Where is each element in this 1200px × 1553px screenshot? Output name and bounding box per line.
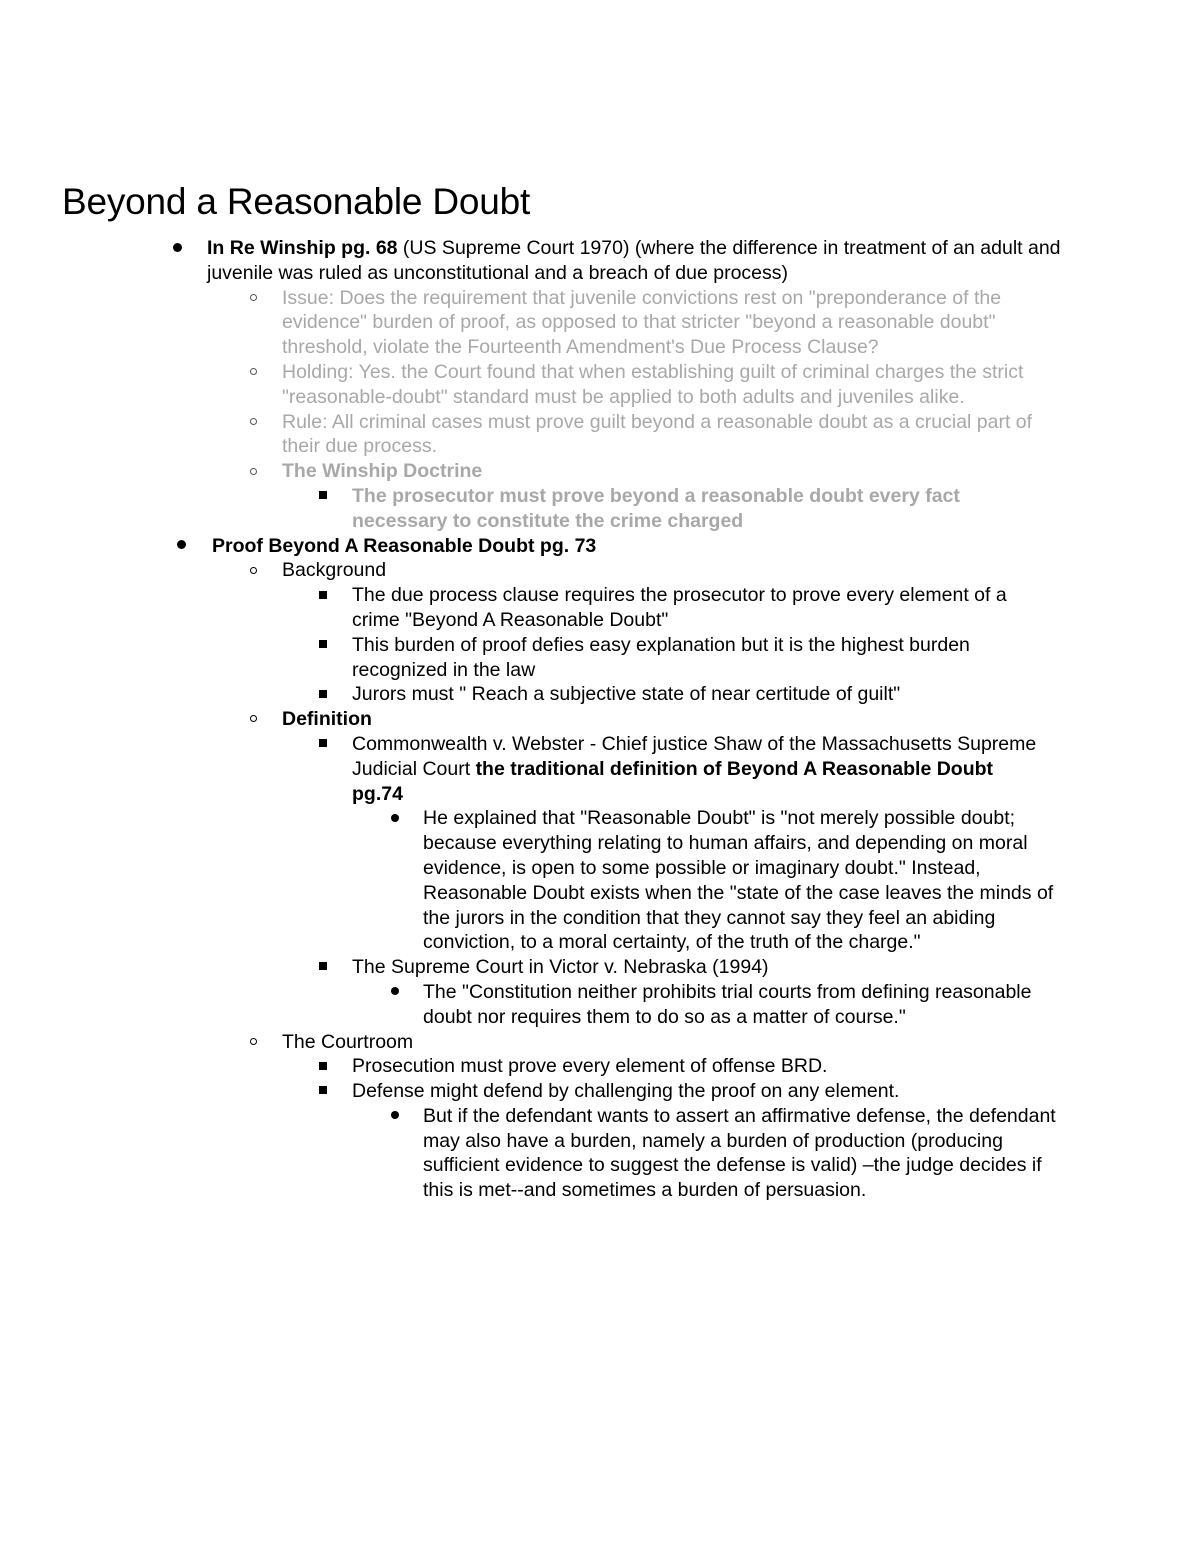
list-item-text: Jurors must " Reach a subjective state of near certitude of guilt" (352, 683, 901, 706)
square-bullet-icon (316, 583, 330, 608)
list-item-winship (0, 236, 1067, 286)
affirmative-defense-text: But if the defendant wants to assert an affirmative defense, the defendant may also have a burden, namely a burden of production (producing sufficient evidence to suggest the defense is valid) –the judge decides if this is met--and sometimes a burden of persuasion. (423, 1104, 1056, 1202)
list-item-text: This burden of proof defies easy explanation but it is the highest burden recognized in the law (352, 633, 970, 681)
filled-bullet-icon (388, 980, 402, 1005)
hollow-bullet-icon (246, 286, 260, 311)
page-title: Beyond a Reasonable Doubt (62, 181, 531, 222)
list-item-doctrine-text (0, 484, 1042, 534)
victor-quote-text: The "Constitution neither prohibits trial courts from defining reasonable doubt nor requires them to do so as a matter of course." (423, 980, 1032, 1028)
list-item-affirmative-defense (0, 1104, 1063, 1203)
list-item-victor-quote (0, 980, 1063, 1030)
case-description: (US Supreme Court 1970) (where the difference in treatment of an adult and juvenile was ruled as unconstitutional and a breach of due process) (207, 237, 1061, 284)
list-item-webster-quote (0, 806, 1063, 955)
rule-text: Rule: All criminal cases must prove guilt beyond a reasonable doubt as a crucial part of their due process. (282, 410, 1033, 458)
webster-quote-text: He explained that "Reasonable Doubt" is "not merely possible doubt; because everything relating to human affairs, and depending on moral evidence, is open to some possible or imaginary doubt." Instead, Reasonable Doubt exists when the "state of the case leaves the minds of the jurors in the condition that they cannot say they feel an abiding conviction, to a moral certainty, of the truth of the charge." (423, 807, 1054, 954)
case-heading: In Re Winship pg. 68 (207, 237, 398, 259)
list-item-text: The due process clause requires the prosecutor to prove every element of a crime "Beyond A Reasonable Doubt" (352, 584, 1007, 631)
hollow-bullet-icon (246, 558, 260, 583)
list-item (0, 682, 1042, 707)
square-bullet-icon (316, 484, 330, 509)
list-item (0, 583, 1042, 633)
list-item-holding (0, 360, 1057, 410)
filled-bullet-icon (174, 534, 188, 559)
hollow-bullet-icon (246, 707, 260, 732)
list-item (0, 1079, 1042, 1104)
filled-bullet-icon (388, 1104, 402, 1129)
list-item (0, 1054, 1042, 1079)
definition-heading: Definition (282, 708, 372, 731)
doctrine-text: The prosecutor must prove beyond a reasonable doubt every fact necessary to constitute the crime charged (352, 484, 960, 532)
webster-text: Commonwealth v. Webster - Chief justice Shaw of the Massachusetts Supreme Judicial Court (352, 732, 1037, 780)
holding-text: Holding: Yes. the Court found that when establishing guilt of criminal charges the strict "reasonable-doubt" standard must be applied to both adults and juveniles alike. (282, 360, 1024, 408)
courtroom-heading: The Courtroom (282, 1030, 414, 1053)
notes-outline (0, 236, 1200, 1203)
filled-bullet-icon (388, 806, 402, 831)
hollow-bullet-icon (246, 410, 260, 435)
square-bullet-icon (316, 1054, 330, 1079)
list-item-rule (0, 410, 1057, 460)
hollow-bullet-icon (246, 459, 260, 484)
list-item (0, 633, 1042, 683)
list-item-winship-doctrine (0, 459, 1057, 484)
list-item-definition (0, 707, 1057, 732)
list-item-victor (0, 955, 1042, 980)
hollow-bullet-icon (246, 360, 260, 385)
list-item-text: Prosecution must prove every element of offense BRD. (352, 1055, 828, 1078)
square-bullet-icon (316, 732, 330, 757)
filled-bullet-icon (170, 236, 184, 261)
hollow-bullet-icon (246, 1030, 260, 1055)
victor-text: The Supreme Court in Victor v. Nebraska (1994) (352, 956, 769, 979)
list-item-text: Defense might defend by challenging the proof on any element. (352, 1080, 900, 1103)
doctrine-heading: The Winship Doctrine (282, 460, 483, 483)
section-heading: Proof Beyond A Reasonable Doubt pg. 73 (212, 534, 597, 557)
background-heading: Background (282, 559, 387, 582)
square-bullet-icon (316, 633, 330, 658)
list-item-webster (0, 732, 1042, 806)
square-bullet-icon (316, 682, 330, 707)
square-bullet-icon (316, 1079, 330, 1104)
webster-bold-text: the traditional definition of Beyond A Reasonable Doubt pg.74 (352, 757, 994, 805)
square-bullet-icon (316, 955, 330, 980)
list-item-proof-heading (0, 534, 1072, 559)
list-item-issue (0, 286, 1057, 360)
issue-text: Issue: Does the requirement that juvenile convictions rest on "preponderance of the evidence" burden of proof, as opposed to that stricter "beyond a reasonable doubt" threshold, violate the Fourteenth Amendment's Due Process Clause? (282, 286, 1002, 359)
list-item-background (0, 558, 1057, 583)
list-item-courtroom (0, 1030, 1057, 1055)
